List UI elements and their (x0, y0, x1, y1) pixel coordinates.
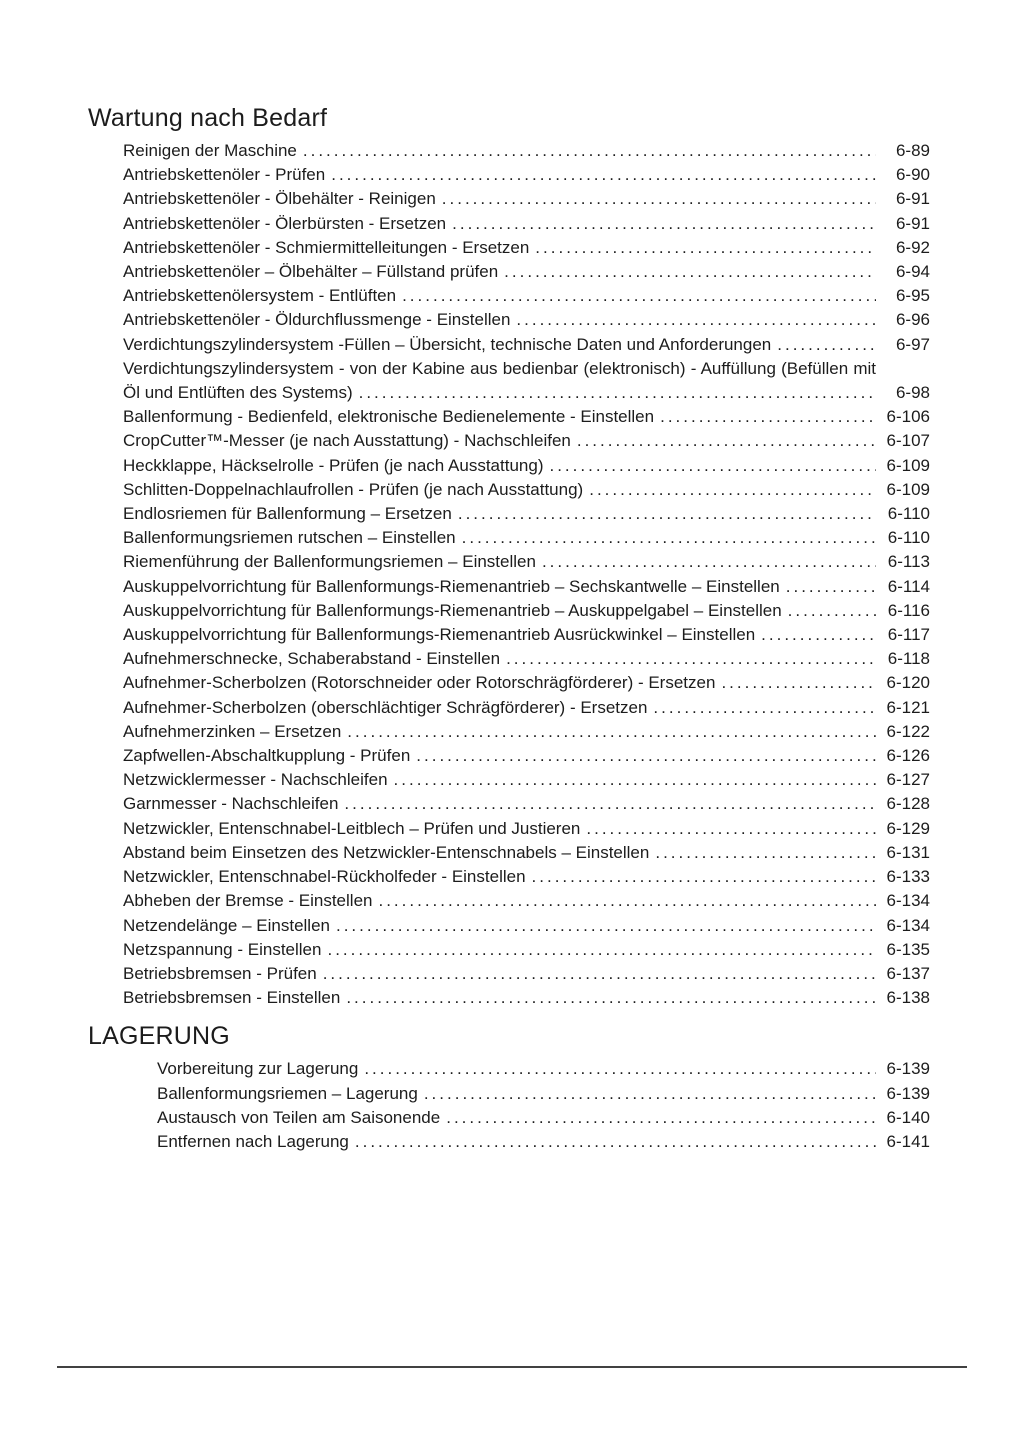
toc-entry-title: Garnmesser - Nachschleifen ..... (123, 792, 876, 816)
toc-entry (123, 962, 930, 986)
toc-entry (157, 1082, 930, 1106)
toc-entry-title: Antriebskettenöler – Ölbehälter – Füllstand prüfen ..... (123, 260, 876, 284)
toc-entry-page-number: 6-128 (886, 794, 930, 814)
toc-entry-title: Reinigen der Maschine ..... (123, 139, 876, 163)
toc-entry-page-number: 6-129 (886, 818, 930, 838)
toc-entry (123, 260, 930, 284)
toc-entry-title: Aufnehmer-Scherbolzen (Rotorschneider oder Rotorschrägförderer) - Ersetzen ..... (123, 671, 876, 695)
toc-entry-title: Abheben der Bremse - Einstellen ..... (123, 889, 876, 913)
toc-entry (123, 792, 930, 816)
toc-entry-title: Antriebskettenöler - Ölbehälter - Reinigen ..... (123, 187, 876, 211)
toc-entry-page-number: 6-110 (887, 504, 930, 524)
toc-entry (123, 478, 930, 502)
toc-entry-title: Endlosriemen für Ballenformung – Ersetzen ..... (123, 502, 876, 526)
toc-entry-title: Antriebskettenölersystem - Entlüften ..... (123, 284, 876, 308)
toc-entry-title: Netzspannung - Einstellen ..... (123, 938, 876, 962)
section-title: Wartung nach Bedarf (88, 104, 328, 132)
toc-entry-page-number: 6-117 (887, 625, 930, 645)
toc-section-lagerung (88, 1021, 930, 1154)
toc-entry-page-number: 6-118 (887, 649, 930, 669)
toc-entry-title: Netzendelänge – Einstellen ..... (123, 914, 876, 938)
toc-entry-page-number: 6-90 (895, 165, 930, 185)
toc-entry-page-number: 6-91 (895, 189, 930, 209)
toc-entry-page-number: 6-94 (895, 262, 930, 282)
toc-entry-title: Heckklappe, Häckselrolle - Prüfen (je nach Ausstattung) ..... (123, 454, 876, 478)
toc-entry (123, 720, 930, 744)
toc-entry-title: Antriebskettenöler - Öldurchflussmenge - Einstellen ..... (123, 308, 876, 332)
toc-entry (123, 502, 930, 526)
toc-entry-title: Auskuppelvorrichtung für Ballenformungs-Riemenantrieb – Auskuppelgabel – Einstellen ..... (123, 599, 876, 623)
toc-list (88, 139, 930, 1010)
toc-section-wartung-nach-bedarf (88, 103, 930, 1010)
toc-entry-title: Antriebskettenöler - Ölerbürsten - Ersetzen ..... (123, 212, 876, 236)
toc-entry (123, 526, 930, 550)
toc-entry (157, 1130, 930, 1154)
toc-entry (123, 671, 930, 695)
toc-entry-page-number: 6-133 (886, 867, 930, 887)
toc-entry-title: Antriebskettenöler - Prüfen ..... (123, 163, 876, 187)
toc-entry (123, 212, 930, 236)
toc-entry-title: Schlitten-Doppelnachlaufrollen - Prüfen (je nach Ausstattung) ..... (123, 478, 876, 502)
toc-entry-title: Abstand beim Einsetzen des Netzwickler-Entenschnabels – Einstellen ..... (123, 841, 876, 865)
toc-entry-title: Riemenführung der Ballenformungsriemen – Einstellen ..... (123, 550, 876, 574)
toc-entry-page-number: 6-120 (886, 673, 930, 693)
toc-entry-page-number: 6-137 (886, 963, 930, 983)
toc-entry-page-number: 6-89 (895, 141, 930, 160)
toc-entry-page-number: 6-121 (886, 697, 930, 717)
toc-entry (123, 914, 930, 938)
toc-entry-page-number: 6-113 (887, 552, 930, 572)
toc-entry (123, 333, 930, 357)
toc-entry (123, 236, 930, 260)
toc-entry-page-number: 6-140 (886, 1107, 930, 1127)
toc-entry-page-number: 6-135 (886, 939, 930, 959)
toc-entry-page-number: 6-139 (886, 1059, 930, 1079)
toc-entry (123, 405, 930, 429)
toc-entry-title: CropCutter™-Messer (je nach Ausstattung) - Nachschleifen ..... (123, 429, 876, 453)
toc-entry (157, 1106, 930, 1130)
toc-entry-title: Auskuppelvorrichtung für Ballenformungs-Riemenantrieb – Sechskantwelle – Einstellen ..... (123, 575, 876, 599)
toc-entry-page-number: 6-92 (895, 237, 930, 257)
toc-entry-title: Verdichtungszylindersystem - von der Kabine aus bedienbar (elektronisch) - Auffüllung (Befüllen mit Öl und Entlüften des Systems) ..... (123, 357, 876, 405)
toc-entry-page-number: 6-116 (887, 600, 930, 620)
toc-entry-page-number: 6-122 (886, 721, 930, 741)
toc-entry-page-number: 6-98 (895, 383, 930, 403)
toc-entry (123, 139, 930, 163)
toc-entry-title: Ballenformungsriemen – Lagerung ..... (157, 1082, 876, 1106)
toc-entry-page-number: 6-141 (886, 1131, 930, 1151)
toc-entry (123, 889, 930, 913)
toc-entry-title: Ballenformung - Bedienfeld, elektronische Bedienelemente - Einstellen ..... (123, 405, 876, 429)
toc-entry (123, 696, 930, 720)
toc-entry (123, 429, 930, 453)
toc-entry-page-number: 6-96 (895, 310, 930, 330)
toc-entry-title: Vorbereitung zur Lagerung ..... (157, 1057, 876, 1081)
toc-entry (123, 357, 930, 405)
toc-entry (123, 308, 930, 332)
toc-entry-page-number: 6-126 (886, 746, 930, 766)
toc-entry-title: Betriebsbremsen - Prüfen ..... (123, 962, 876, 986)
toc-entry-page-number: 6-127 (886, 770, 930, 790)
section-title: LAGERUNG (88, 1022, 230, 1051)
toc-entry (123, 550, 930, 574)
toc-entry (123, 817, 930, 841)
toc-entry-title: Antriebskettenöler - Schmiermittelleitungen - Ersetzen ..... (123, 236, 876, 260)
toc-entry (123, 454, 930, 478)
footer-rule (57, 1366, 967, 1368)
toc-entry (123, 768, 930, 792)
toc-entry-title: Zapfwellen-Abschaltkupplung - Prüfen ..... (123, 744, 876, 768)
toc-entry-title: Aufnehmerzinken – Ersetzen ..... (123, 720, 876, 744)
toc-list (88, 1057, 930, 1154)
toc-entry-title: Netzwickler, Entenschnabel-Leitblech – Prüfen und Justieren ..... (123, 817, 876, 841)
toc-entry-title: Aufnehmer-Scherbolzen (oberschlächtiger Schrägförderer) - Ersetzen ..... (123, 696, 876, 720)
toc-entry-page-number: 6-114 (887, 576, 930, 596)
toc-entry-page-number: 6-134 (886, 915, 930, 935)
toc-entry-page-number: 6-139 (886, 1083, 930, 1103)
toc-entry-title: Netzwicklermesser - Nachschleifen ..... (123, 768, 876, 792)
toc-entry-page-number: 6-97 (895, 334, 930, 354)
toc-entry-title: Auskuppelvorrichtung für Ballenformungs-Riemenantrieb Ausrückwinkel – Einstellen ..... (123, 623, 876, 647)
toc-entry-page-number: 6-131 (886, 842, 930, 862)
toc-entry-page-number: 6-138 (886, 988, 930, 1008)
toc-entry (123, 284, 930, 308)
toc-entry (123, 623, 930, 647)
toc-entry-title: Betriebsbremsen - Einstellen ..... (123, 986, 876, 1010)
toc-entry (123, 744, 930, 768)
toc-entry (123, 938, 930, 962)
toc-sections-container (88, 103, 930, 1154)
toc-entry (123, 599, 930, 623)
toc-entry-page-number: 6-95 (895, 286, 930, 306)
toc-entry-page-number: 6-110 (887, 528, 930, 548)
toc-entry-page-number: 6-91 (895, 213, 930, 233)
toc-entry-page-number: 6-134 (886, 891, 930, 911)
toc-entry (123, 841, 930, 865)
toc-entry-page-number: 6-109 (886, 455, 930, 475)
toc-entry-title: Aufnehmerschnecke, Schaberabstand - Einstellen ..... (123, 647, 876, 671)
toc-entry-title: Verdichtungszylindersystem -Füllen – Übersicht, technische Daten und Anforderungen ..... (123, 333, 876, 357)
toc-entry-title: Ballenformungsriemen rutschen – Einstellen ..... (123, 526, 876, 550)
toc-entry-page-number: 6-107 (886, 431, 930, 451)
toc-entry (123, 163, 930, 187)
toc-entry (123, 986, 930, 1010)
toc-entry-title: Netzwickler, Entenschnabel-Rückholfeder - Einstellen ..... (123, 865, 876, 889)
toc-entry-title: Austausch von Teilen am Saisonende ..... (157, 1106, 876, 1130)
toc-entry-page-number: 6-109 (886, 479, 930, 499)
toc-entry (123, 575, 930, 599)
toc-entry (157, 1057, 930, 1081)
toc-entry (123, 187, 930, 211)
toc-entry (123, 647, 930, 671)
toc-entry (123, 865, 930, 889)
toc-entry-title: Entfernen nach Lagerung ..... (157, 1130, 876, 1154)
toc-entry-page-number: 6-106 (886, 407, 930, 427)
